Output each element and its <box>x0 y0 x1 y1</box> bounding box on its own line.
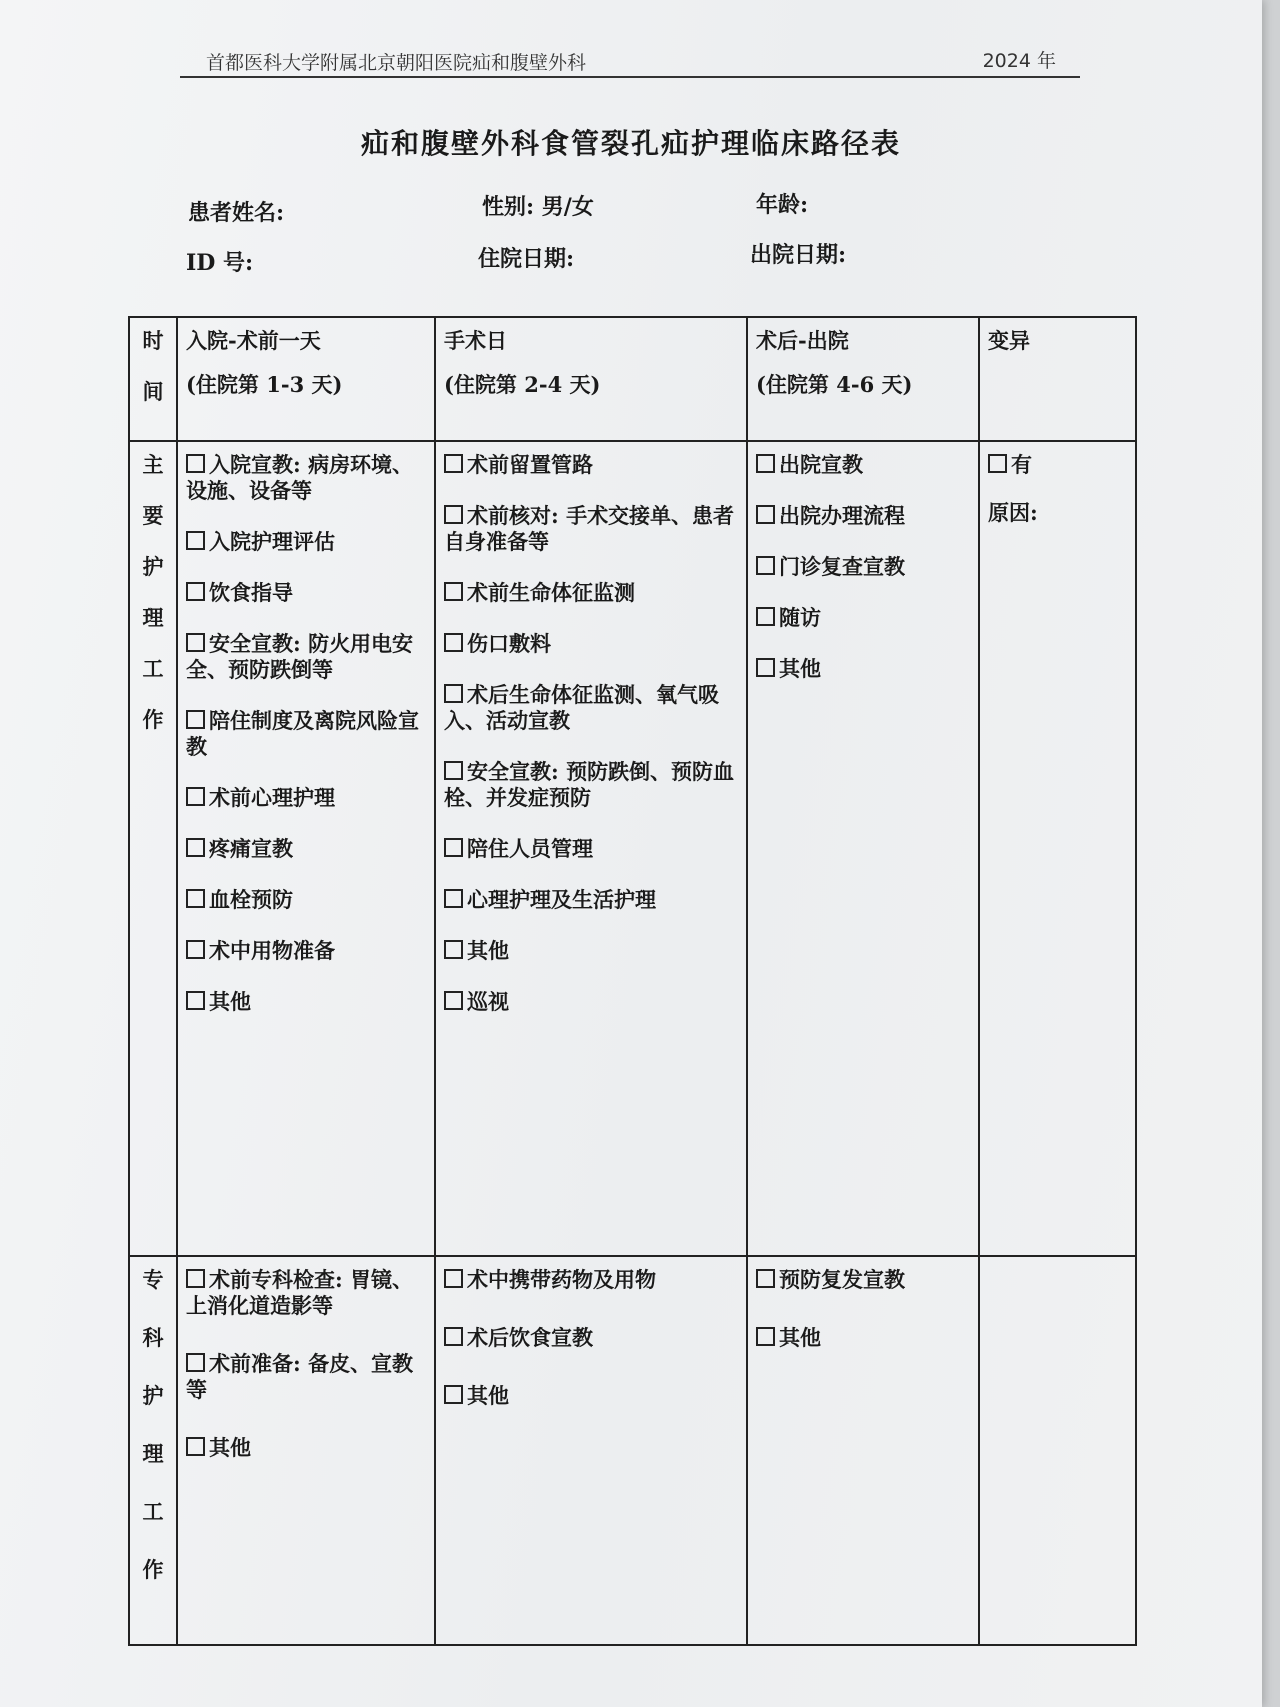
column-header-discharge <box>747 317 979 441</box>
checkbox-icon[interactable] <box>756 658 775 677</box>
checklist-item-label: 术中携带药物及用物 <box>467 1267 656 1292</box>
checkbox-icon[interactable] <box>444 991 463 1010</box>
column-subtitle: (住院第 2-4 天) <box>444 372 601 397</box>
main-nursing-surgery-cell <box>435 441 747 1256</box>
checklist-item[interactable] <box>756 1325 970 1351</box>
row-label-char: 作 <box>142 707 164 732</box>
checklist-item-label: 术后生命体征监测、氧气吸入、活动宣教 <box>444 682 719 733</box>
checklist-item-label: 血栓预防 <box>209 887 293 912</box>
checklist-item-label: 随访 <box>779 605 821 630</box>
column-title: 变异 <box>988 328 1030 353</box>
column-title: 术后-出院 <box>756 328 849 353</box>
checkbox-icon[interactable] <box>444 1269 463 1288</box>
checklist-item-label: 门诊复查宣教 <box>779 554 905 579</box>
checklist-item[interactable] <box>756 605 970 631</box>
row-label-char: 护 <box>142 554 164 579</box>
checklist-item[interactable] <box>444 836 738 862</box>
checklist-item[interactable] <box>756 1267 970 1293</box>
time-label-char: 时 <box>142 328 164 353</box>
checkbox-icon[interactable] <box>186 991 205 1010</box>
checklist-item[interactable] <box>444 938 738 964</box>
row-label-main-nursing <box>129 441 177 1256</box>
row-label-char: 工 <box>142 656 164 681</box>
checklist-item[interactable] <box>444 1325 738 1351</box>
checkbox-icon[interactable] <box>756 1269 775 1288</box>
row-label-char: 要 <box>142 503 164 528</box>
checklist-item[interactable] <box>186 1351 426 1403</box>
checklist-item-label: 其他 <box>209 1435 251 1460</box>
checklist-item-label: 出院办理流程 <box>779 503 905 528</box>
checklist-item[interactable] <box>756 554 970 580</box>
checklist-item-label: 巡视 <box>467 989 509 1014</box>
checklist-item-label: 安全宣教: 预防跌倒、预防血栓、并发症预防 <box>444 759 735 810</box>
checkbox-icon[interactable] <box>186 889 205 908</box>
checkbox-icon[interactable] <box>444 889 463 908</box>
checkbox-icon[interactable] <box>186 1353 205 1372</box>
checklist-item-label: 其他 <box>467 938 509 963</box>
column-title: 入院-术前一天 <box>186 328 321 353</box>
row-label-char: 理 <box>142 605 164 630</box>
checklist-item-label: 术前留置管路 <box>467 452 593 477</box>
checkbox-icon[interactable] <box>988 454 1007 473</box>
column-title: 手术日 <box>444 328 507 353</box>
admission-date-field: 住院日期: <box>478 246 575 272</box>
checkbox-icon[interactable] <box>444 582 463 601</box>
table-header-row <box>129 317 1136 441</box>
checkbox-icon[interactable] <box>186 454 205 473</box>
specialty-surgery-cell <box>435 1256 747 1645</box>
checkbox-icon[interactable] <box>444 1385 463 1404</box>
checklist-item-label: 术前准备: 备皮、宣教等 <box>186 1351 414 1402</box>
checklist-item[interactable] <box>186 452 426 504</box>
checklist-item[interactable] <box>186 989 426 1015</box>
checklist-item[interactable] <box>756 452 970 478</box>
specialty-nursing-row <box>129 1256 1136 1645</box>
checklist-item[interactable] <box>756 503 970 529</box>
checklist-item[interactable] <box>186 631 426 683</box>
checkbox-icon[interactable] <box>444 633 463 652</box>
checkbox-icon[interactable] <box>756 454 775 473</box>
checklist-item[interactable] <box>444 1267 738 1293</box>
page-header <box>180 40 1080 78</box>
checkbox-icon[interactable] <box>756 505 775 524</box>
checklist-item[interactable] <box>186 887 426 913</box>
checkbox-icon[interactable] <box>186 710 205 729</box>
checklist-item[interactable] <box>186 580 426 606</box>
checkbox-icon[interactable] <box>186 1437 205 1456</box>
checklist-item[interactable] <box>186 529 426 555</box>
checklist-item-label: 陪住制度及离院风险宣教 <box>186 708 419 759</box>
specialty-discharge-cell <box>747 1256 979 1645</box>
patient-name-field: 患者姓名: <box>188 200 285 226</box>
checkbox-icon[interactable] <box>444 761 463 780</box>
time-header <box>129 317 177 441</box>
checklist-item-label: 其他 <box>779 656 821 681</box>
variance-reason-label: 原因: <box>988 500 1038 525</box>
checklist-item-label: 心理护理及生活护理 <box>467 887 656 912</box>
checklist-item[interactable] <box>444 580 738 606</box>
checklist-item[interactable] <box>444 989 738 1015</box>
row-label-char: 工 <box>142 1499 164 1524</box>
main-nursing-discharge-cell <box>747 441 979 1256</box>
checklist-item[interactable] <box>444 759 738 811</box>
column-header-admission <box>177 317 435 441</box>
checklist-item-label: 其他 <box>209 989 251 1014</box>
organization-name: 首都医科大学附属北京朝阳医院疝和腹壁外科 <box>206 52 587 74</box>
checklist-item[interactable] <box>756 656 970 682</box>
checklist-item-label: 术中用物准备 <box>209 938 335 963</box>
checklist-item[interactable] <box>444 631 738 657</box>
checkbox-icon[interactable] <box>756 1327 775 1346</box>
checklist-item-label: 术前专科检查: 胃镜、上消化道造影等 <box>186 1267 414 1318</box>
checklist-item-label: 预防复发宣教 <box>779 1267 905 1292</box>
checklist-item[interactable] <box>444 452 738 478</box>
checklist-item[interactable] <box>186 785 426 811</box>
variance-cell <box>979 441 1136 1256</box>
checklist-item-label: 安全宣教: 防火用电安全、预防跌倒等 <box>186 631 414 682</box>
checkbox-icon[interactable] <box>444 505 463 524</box>
checkbox-icon[interactable] <box>186 940 205 959</box>
document-title: 疝和腹壁外科食管裂孔疝护理临床路径表 <box>360 127 901 160</box>
specialty-variance-cell <box>979 1256 1136 1645</box>
checklist-item-label: 入院护理评估 <box>209 529 335 554</box>
checklist-item[interactable] <box>186 1267 426 1319</box>
checkbox-icon[interactable] <box>444 1327 463 1346</box>
checklist-item[interactable] <box>444 1383 738 1409</box>
checklist-item-label: 术前生命体征监测 <box>467 580 635 605</box>
id-field: ID 号: <box>186 250 254 276</box>
main-nursing-admission-cell <box>177 441 435 1256</box>
header-year: 2024 年 <box>982 50 1056 72</box>
checklist-item-label: 术后饮食宣教 <box>467 1325 593 1350</box>
row-label-char: 护 <box>142 1383 164 1408</box>
checklist-item[interactable] <box>444 503 738 555</box>
column-header-surgery <box>435 317 747 441</box>
discharge-date-field: 出院日期: <box>750 242 847 268</box>
column-subtitle: (住院第 1-3 天) <box>186 372 343 397</box>
gender-field: 性别: 男/女 <box>482 194 594 220</box>
age-field: 年龄: <box>756 192 809 218</box>
checklist-item[interactable] <box>444 887 738 913</box>
checklist-item-label: 其他 <box>779 1325 821 1350</box>
row-label-char: 理 <box>142 1441 164 1466</box>
checkbox-icon[interactable] <box>444 454 463 473</box>
checkbox-icon[interactable] <box>186 838 205 857</box>
row-label-char: 专 <box>142 1267 164 1292</box>
checkbox-icon[interactable] <box>186 582 205 601</box>
time-label-char: 间 <box>142 379 164 404</box>
checkbox-icon[interactable] <box>444 940 463 959</box>
checklist-item-label: 疼痛宣教 <box>209 836 293 861</box>
row-label-char: 作 <box>142 1557 164 1582</box>
checklist-item-label: 术前心理护理 <box>209 785 335 810</box>
checkbox-icon[interactable] <box>186 531 205 550</box>
row-label-specialty-nursing <box>129 1256 177 1645</box>
main-nursing-row <box>129 441 1136 1256</box>
variance-option-label: 有 <box>1011 452 1032 477</box>
checklist-item[interactable] <box>186 836 426 862</box>
checklist-item-label: 其他 <box>467 1383 509 1408</box>
checklist-item-label: 术前核对: 手术交接单、患者自身准备等 <box>444 503 735 554</box>
column-subtitle: (住院第 4-6 天) <box>756 372 913 397</box>
checkbox-icon[interactable] <box>756 556 775 575</box>
checklist-item-label: 出院宣教 <box>779 452 863 477</box>
checkbox-icon[interactable] <box>444 838 463 857</box>
variance-option[interactable] <box>988 452 1127 478</box>
checklist-item[interactable] <box>186 708 426 760</box>
specialty-admission-cell <box>177 1256 435 1645</box>
checkbox-icon[interactable] <box>444 684 463 703</box>
checklist-item-label: 伤口敷料 <box>467 631 551 656</box>
checkbox-icon[interactable] <box>756 607 775 626</box>
clinical-pathway-table <box>128 316 1137 1646</box>
row-label-char: 科 <box>142 1325 164 1350</box>
checklist-item-label: 饮食指导 <box>209 580 293 605</box>
checklist-item[interactable] <box>186 1435 426 1461</box>
row-label-char: 主 <box>142 452 164 477</box>
checkbox-icon[interactable] <box>186 1269 205 1288</box>
checklist-item[interactable] <box>444 682 738 734</box>
checklist-item-label: 入院宣教: 病房环境、设施、设备等 <box>186 452 414 503</box>
column-header-variance <box>979 317 1136 441</box>
checkbox-icon[interactable] <box>186 633 205 652</box>
checklist-item-label: 陪住人员管理 <box>467 836 593 861</box>
checklist-item[interactable] <box>186 938 426 964</box>
checkbox-icon[interactable] <box>186 787 205 806</box>
